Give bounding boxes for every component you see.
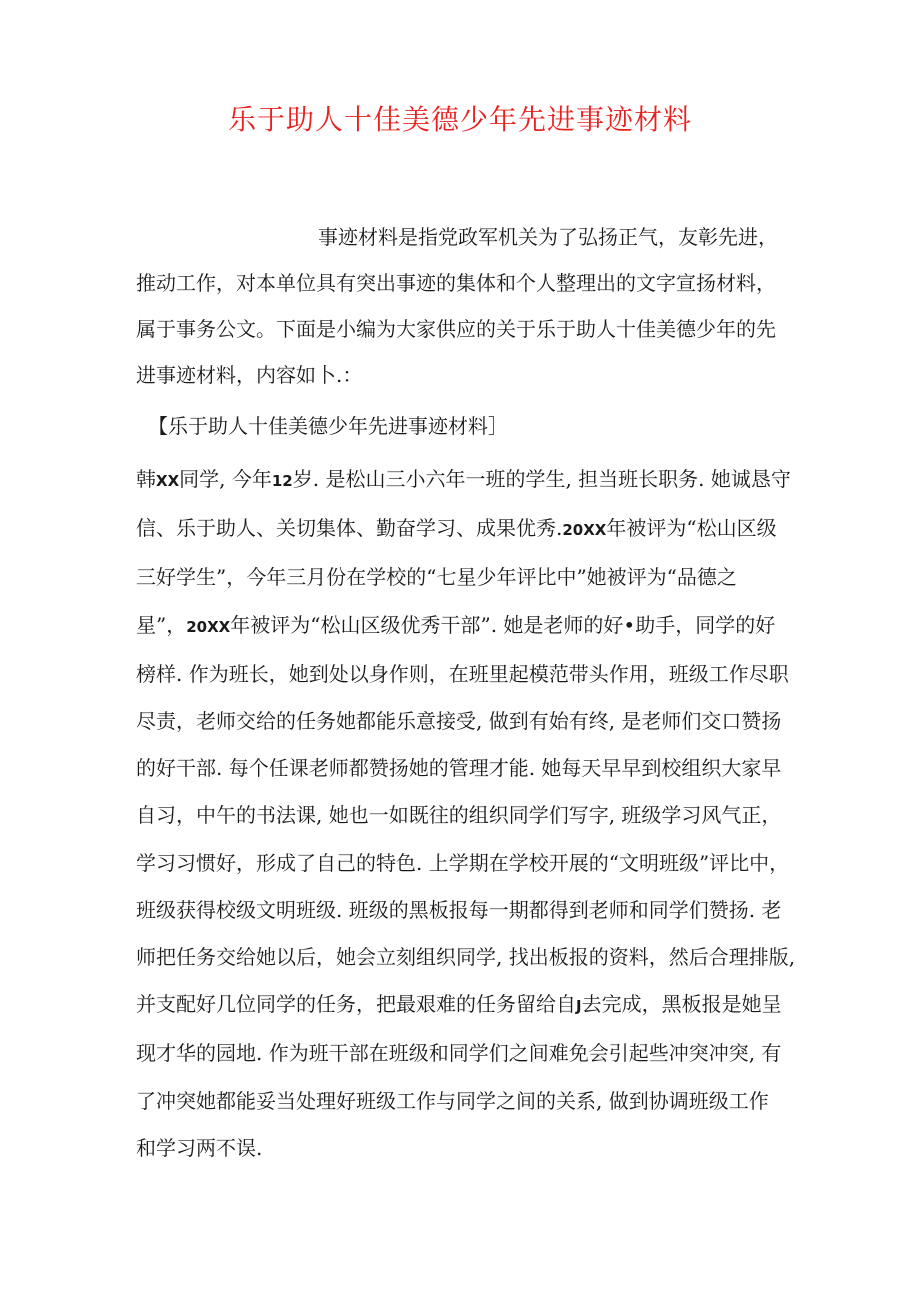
body-line: 的好干部. 每个任课老师都赞扬她的管理才能. 她每天早早到校组织大家早	[136, 756, 782, 781]
intro-line: 推动工作，对本单位具有突出事迹的集体和个人整理出的文字宣扬材料，	[136, 271, 776, 295]
body-line: 并支配好几位同学的任务，把最艰难的任务留给自J去完成，黑板报是她呈	[136, 992, 782, 1017]
document-title: 乐于助人十佳美德少年先进事迹材料	[227, 103, 692, 136]
body-paragraph	[136, 456, 796, 1172]
intro-line: 属于事务公文。下面是小编为大家供应的关于乐于助人十佳美德少年的先	[136, 317, 776, 341]
intro-line: 事迹材料是指党政军机关为了弘扬正气，友彰先进，	[318, 225, 778, 249]
section-heading: 【乐于助人十佳美德少年先进事迹材料］	[148, 414, 508, 438]
intro-line: 进事迹材料，内容如卜.：	[136, 363, 363, 387]
body-line: 现才华的园地. 作为班干部在班级和同学们之间难免会引起些冲突冲突, 有	[136, 1041, 782, 1066]
body-line: 班级获得校级文明班级. 班级的黑板报每一期都得到老师和同学们赞扬. 老	[136, 897, 782, 922]
body-line: 学习习惯好，形成了自己的特色. 上学期在学校开展的“文明班级”评比中，	[136, 850, 790, 875]
body-line: 韩XX同学, 今年12岁. 是松山三小六年一班的学生, 担当班长职务. 她诚恳守	[136, 467, 791, 491]
body-line: 自习，中午的书法课, 她也一如既往的组织同学们写字, 班级学习风气正，	[136, 803, 782, 828]
body-line: 三好学生”，今年三月份在学校的“七星少年评比中”她被评为“品德之	[136, 565, 737, 590]
body-line: 榜样. 作为班长，她到处以身作则，在班里起模范带头作用，班级工作尽职	[136, 661, 789, 686]
body-line: 了冲突她都能妥当处理好班级工作与同学之间的关系, 做到协调班级工作	[136, 1088, 769, 1113]
body-line: 信、乐于助人、关切集体、勤奋学习、成果优秀.20XX年被评为“松山区级	[136, 516, 777, 541]
body-line: 尽责，老师交给的任务她都能乐意接受, 做到有始有终, 是老师们交口赞扬	[136, 709, 782, 734]
body-line: 师把任务交给她以后，她会立刻组织同学, 找出板报的资料，然后合理排版,	[136, 945, 796, 970]
body-line: 星”，20XX年被评为“松山区级优秀干部”. 她是老师的好•助手，同学的好	[136, 612, 776, 637]
body-line: 和学习两不误.	[136, 1135, 263, 1160]
intro-paragraph	[136, 214, 796, 398]
